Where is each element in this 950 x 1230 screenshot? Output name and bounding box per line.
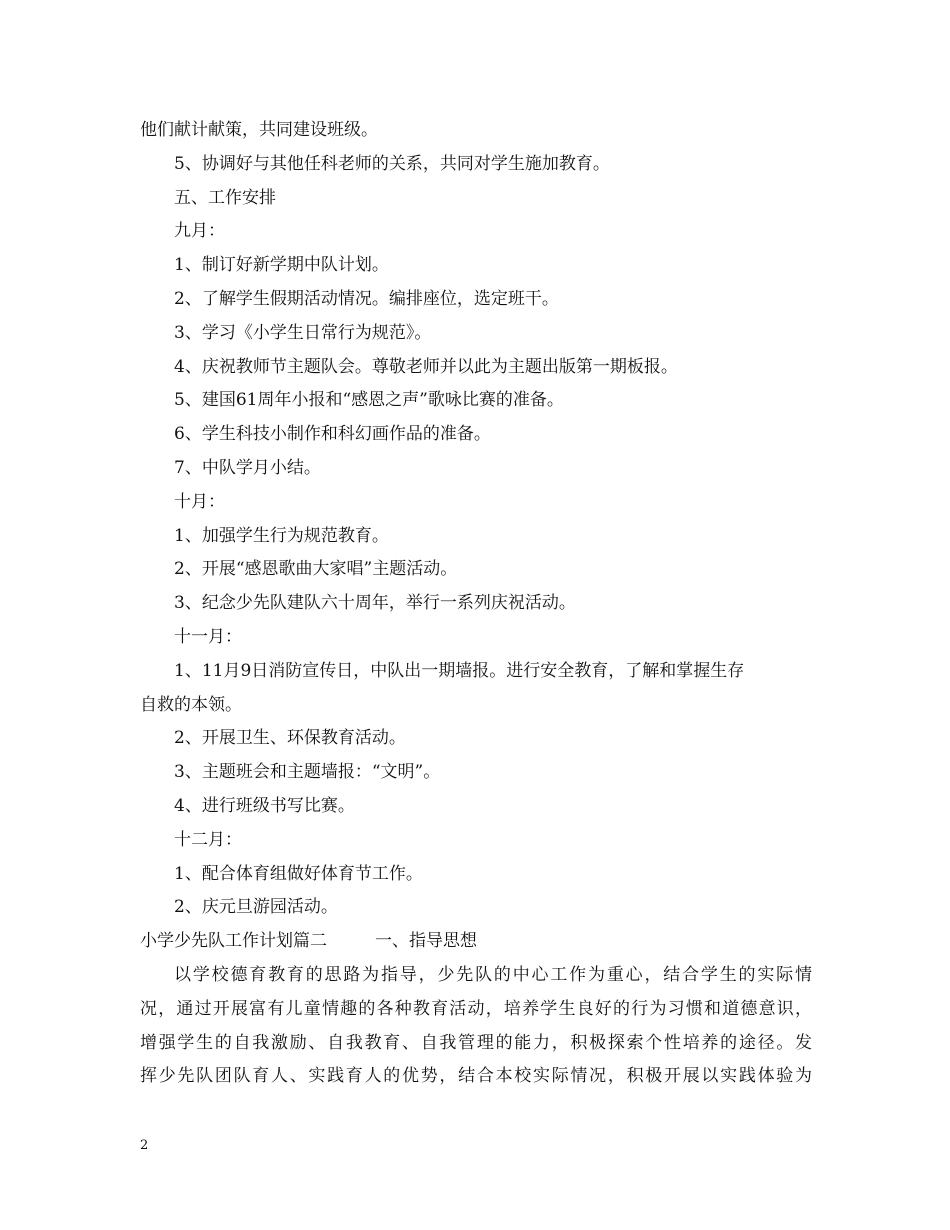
paragraph-line: 增强学生的自我激励、自我教育、自我管理的能力，积极探索个性培养的途径。发 bbox=[140, 1032, 812, 1053]
section-subtitle: 一、指导思想 bbox=[375, 931, 477, 952]
paragraph-line: 挥少先队团队育人、实践育人的优势，结合本校实际情况，积极开展以实践体验为 bbox=[140, 1066, 812, 1087]
month-heading: 十月： bbox=[174, 491, 225, 512]
list-item: 4、进行班级书写比赛。 bbox=[174, 795, 355, 816]
paragraph-line: 以学校德育教育的思路为指导，少先队的中心工作为重心，结合学生的实际情 bbox=[174, 964, 812, 985]
list-item: 4、庆祝教师节主题队会。尊敬老师并以此为主题出版第一期板报。 bbox=[174, 356, 678, 377]
month-heading: 十一月： bbox=[174, 626, 242, 647]
list-item: 6、学生科技小制作和科幻画作品的准备。 bbox=[174, 424, 491, 445]
document-body bbox=[140, 114, 812, 1094]
list-item-continuation: 自救的本领。 bbox=[140, 694, 242, 715]
list-item: 2、了解学生假期活动情况。编排座位，选定班干。 bbox=[174, 288, 559, 309]
text-line: 他们献计献策，共同建设班级。 bbox=[140, 120, 378, 140]
list-item: 5、建国61周年小报和“感恩之声”歌咏比赛的准备。 bbox=[174, 390, 564, 411]
section-title-line bbox=[140, 925, 812, 959]
list-item: 1、11月9日消防宣传日，中队出一期墙报。进行安全教育，了解和掌握生存 bbox=[174, 660, 745, 681]
list-item: 3、纪念少先队建队六十周年，举行一系列庆祝活动。 bbox=[174, 593, 576, 614]
list-item: 2、开展“感恩歌曲大家唱”主题活动。 bbox=[174, 559, 458, 580]
month-heading: 十二月： bbox=[174, 829, 242, 850]
list-item: 2、庆元旦游园活动。 bbox=[174, 897, 338, 918]
list-item: 2、开展卫生、环保教育活动。 bbox=[174, 728, 406, 749]
text-line: 5、协调好与其他任科老师的关系，共同对学生施加教育。 bbox=[174, 153, 610, 174]
list-item: 3、主题班会和主题墙报：“文明”。 bbox=[174, 762, 441, 783]
list-item: 1、配合体育组做好体育节工作。 bbox=[174, 863, 423, 884]
section-title: 小学少先队工作计划篇二 bbox=[140, 931, 327, 952]
page-number: 2 bbox=[140, 1138, 149, 1153]
list-item: 3、学习《小学生日常行为规范》。 bbox=[174, 322, 432, 343]
list-item: 7、中队学月小结。 bbox=[174, 457, 321, 478]
section-heading: 五、工作安排 bbox=[174, 187, 276, 208]
paragraph-line: 况，通过开展富有儿童情趣的各种教育活动，培养学生良好的行为习惯和道德意识， bbox=[140, 998, 812, 1019]
month-heading: 九月： bbox=[174, 221, 225, 242]
list-item: 1、制订好新学期中队计划。 bbox=[174, 255, 389, 276]
list-item: 1、加强学生行为规范教育。 bbox=[174, 525, 389, 546]
